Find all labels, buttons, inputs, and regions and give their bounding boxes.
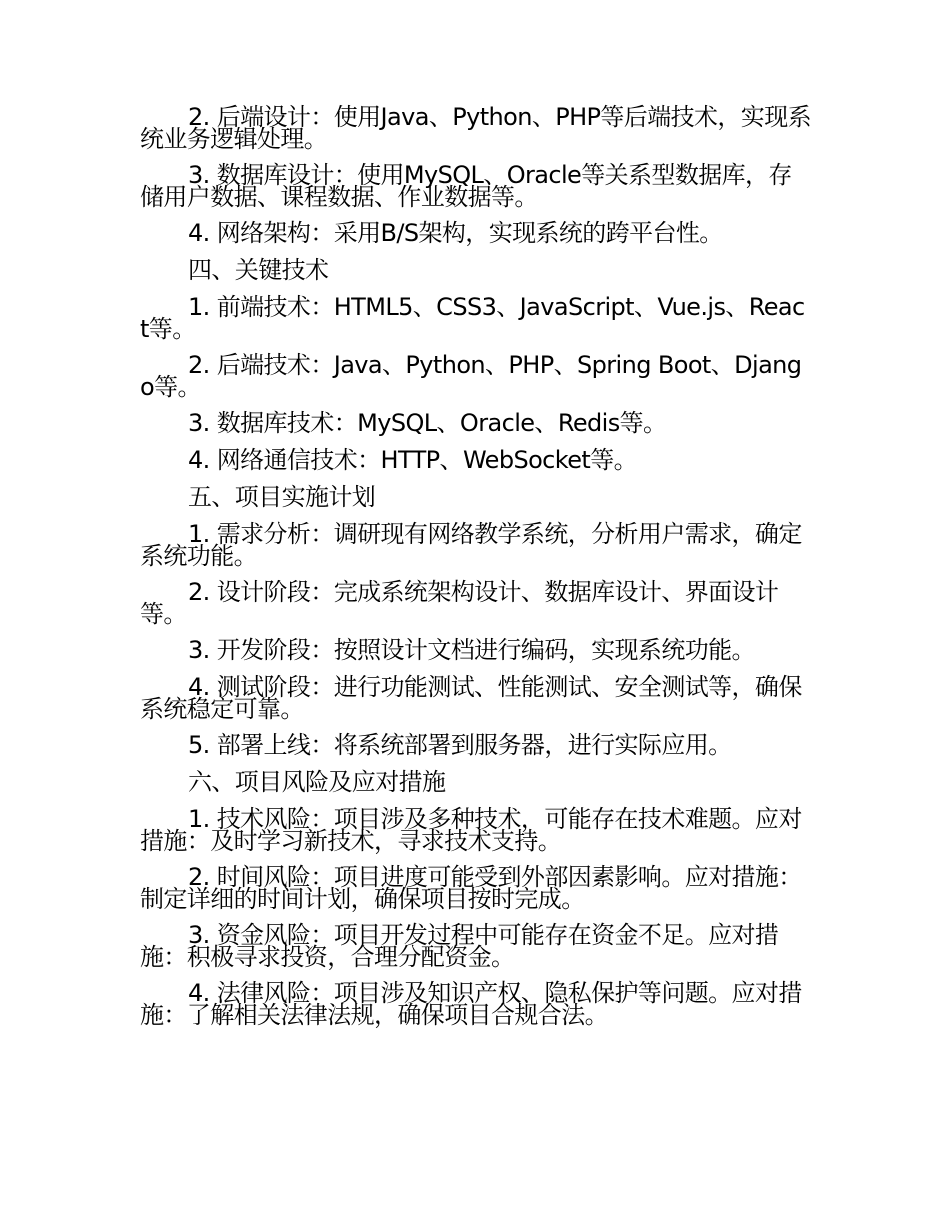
section-heading-implementation-plan: 五、项目实施计划 [188, 483, 376, 511]
paragraph-time-risk: 2. 时间风险：项目进度可能受到外部因素影响。应对措施：制定详细的时间计划，确保项目按时完成。 [140, 863, 802, 913]
paragraph-backend-design: 2. 后端设计：使用Java、Python、PHP等后端技术，实现系统业务逻辑处理。 [140, 103, 812, 153]
paragraph-backend-tech: 2. 后端技术：Java、Python、PHP、Spring Boot、Django等。 [140, 351, 802, 401]
paragraph-design-phase: 2. 设计阶段：完成系统架构设计、数据库设计、界面设计等。 [140, 578, 779, 628]
paragraph-development-phase: 3. 开发阶段：按照设计文档进行编码，实现系统功能。 [188, 636, 755, 664]
paragraph-deployment: 5. 部署上线：将系统部署到服务器，进行实际应用。 [188, 731, 732, 759]
paragraph-requirements-analysis: 1. 需求分析：调研现有网络教学系统，分析用户需求，确定系统功能。 [140, 520, 802, 570]
paragraph-funding-risk: 3. 资金风险：项目开发过程中可能存在资金不足。应对措施：积极寻求投资，合理分配资金。 [140, 921, 779, 971]
section-heading-risks: 六、项目风险及应对措施 [188, 768, 446, 796]
paragraph-frontend-tech: 1. 前端技术：HTML5、CSS3、JavaScript、Vue.js、React等。 [140, 293, 805, 343]
paragraph-testing-phase: 4. 测试阶段：进行功能测试、性能测试、安全测试等，确保系统稳定可靠。 [140, 673, 802, 723]
paragraph-database-tech: 3. 数据库技术：MySQL、Oracle、Redis等。 [188, 409, 667, 437]
paragraph-network-comm-tech: 4. 网络通信技术：HTTP、WebSocket等。 [188, 446, 638, 474]
paragraph-technical-risk: 1. 技术风险：项目涉及多种技术，可能存在技术难题。应对措施：及时学习新技术，寻求技术支持。 [140, 805, 802, 855]
paragraph-database-design: 3. 数据库设计：使用MySQL、Oracle等关系型数据库，存储用户数据、课程数据、作业数据等。 [140, 161, 792, 211]
section-heading-key-technologies: 四、关键技术 [188, 256, 329, 284]
paragraph-network-architecture: 4. 网络架构：采用B/S架构，实现系统的跨平台性。 [188, 219, 723, 247]
paragraph-legal-risk: 4. 法律风险：项目涉及知识产权、隐私保护等问题。应对措施：了解相关法律法规，确保项目合规合法。 [140, 979, 802, 1029]
document-body [140, 103, 812, 1040]
